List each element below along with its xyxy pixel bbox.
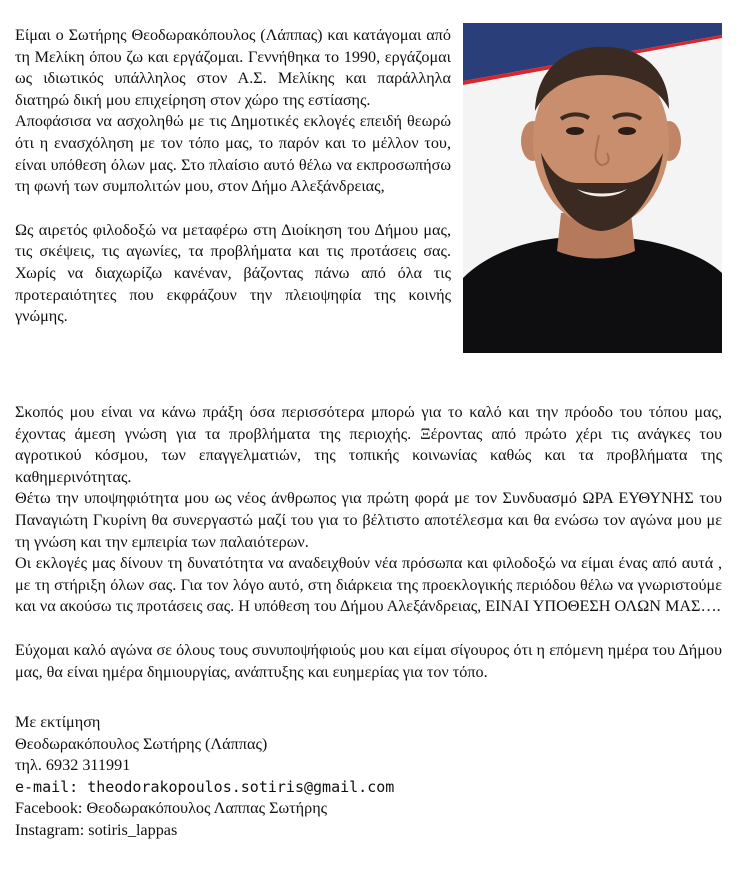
signature-block xyxy=(15,712,394,842)
signature-phone: τηλ. 6932 311991 xyxy=(15,756,131,775)
main-text-block xyxy=(15,402,722,683)
signature-instagram: Instagram: sotiris_lappas xyxy=(15,820,178,839)
signature-greeting: Με εκτίμηση xyxy=(15,713,101,731)
body-paragraph-4: Εύχομαι καλό αγώνα σε όλους τους συνυποψήφιούς μου και είμαι σίγουρος ότι η επόμενη ημέρα του Δήμου μας, θα είναι ημέρα δημιουργίας, ανάπτυξης και ευημερίας για τον τόπο. xyxy=(15,640,722,681)
intro-paragraph-2: Αποφάσισα να ασχοληθώ με τις Δημοτικές εκλογές επειδή θεωρώ ότι η ενασχόληση με τον τόπο μας, το παρόν και το μέλλον του, είναι υπόθεση όλων μας. Στο πλαίσιο αυτό θέλω να εκπροσωπήσω τη φωνή των συμπολιτών μου, στον Δήμο Αλεξάνδρειας, xyxy=(15,112,451,196)
body-paragraph-3: Οι εκλογές μας δίνουν τη δυνατότητα να αναδειχθούν νέα πρόσωπα και φιλοδοξώ να είμαι ένας από αυτά , με τη στήριξη όλων σας. Για τον λόγο αυτό, στη διάρκεια της προεκλογικής περιόδου θέλω να γνωριστούμε και να ακούσω τις προτάσεις σας. Η υπόθεση του Δήμου Αλεξάνδρειας, ΕΙΝΑΙ ΥΠΟΘΕΣΗ ΟΛΩΝ ΜΑΣ…. xyxy=(15,554,722,616)
body-paragraph-1: Σκοπός μου είναι να κάνω πράξη όσα περισσότερα μπορώ για το καλό και την πρόοδο του τόπου μας, έχοντας άμεση γνώση για τα προβλήματα της περιοχής. Ξέροντας από πρώτο χέρι τις ανάγκες του αγροτικού κόσμου, των επαγγελματιών, της τοπικής κοινωνίας καθώς και τα προβλήματα της καθημερινότητας. xyxy=(15,403,722,486)
signature-facebook: Facebook: Θεοδωρακόπουλος Λαππας Σωτήρης xyxy=(15,799,328,818)
body-paragraph-2: Θέτω την υποψηφιότητα μου ως νέος άνθρωπος για πρώτη φορά με τον Συνδυασμό ΩΡΑ ΕΥΘΥΝΗΣ του Παναγιώτη Γκυρίνη θα συνεργαστώ μαζί του για το βέλτιστο αποτέλεσμα και θα ενώσω τον αγώνα μου με τη γνώση και την εμπειρία των παλαιότερων. xyxy=(15,489,722,551)
intro-paragraph-1: Είμαι ο Σωτήρης Θεοδωρακόπουλος (Λάππας) και κατάγομαι από τη Μελίκη όπου ζω και εργάζομαι. Γεννήθηκα το 1990, εργάζομαι ως ιδιωτικός υπάλληλος στον Α.Σ. Μελίκης και παράλληλα διατηρώ δική μου επιχείρηση στον χώρο της εστίασης. xyxy=(15,26,451,109)
signature-email: e-mail: theodorakopoulos.sotiris@gmail.com xyxy=(15,777,395,796)
candidate-photo xyxy=(463,23,722,353)
signature-name: Θεοδωρακόπουλος Σωτήρης (Λάππας) xyxy=(15,734,268,753)
intro-paragraph-3: Ως αιρετός φιλοδοξώ να μεταφέρω στη Διοίκηση του Δήμου μας, τις σκέψεις, τις αγωνίες, τα προβλήματα και τις προτάσεις σας. Χωρίς να διαχωρίζω κανέναν, βάζοντας πάνω από όλα τις προτεραιότητες που εκφράζουν την πλειοψηφία της κοινής γνώμης. xyxy=(15,220,451,326)
intro-text-block xyxy=(15,25,451,328)
